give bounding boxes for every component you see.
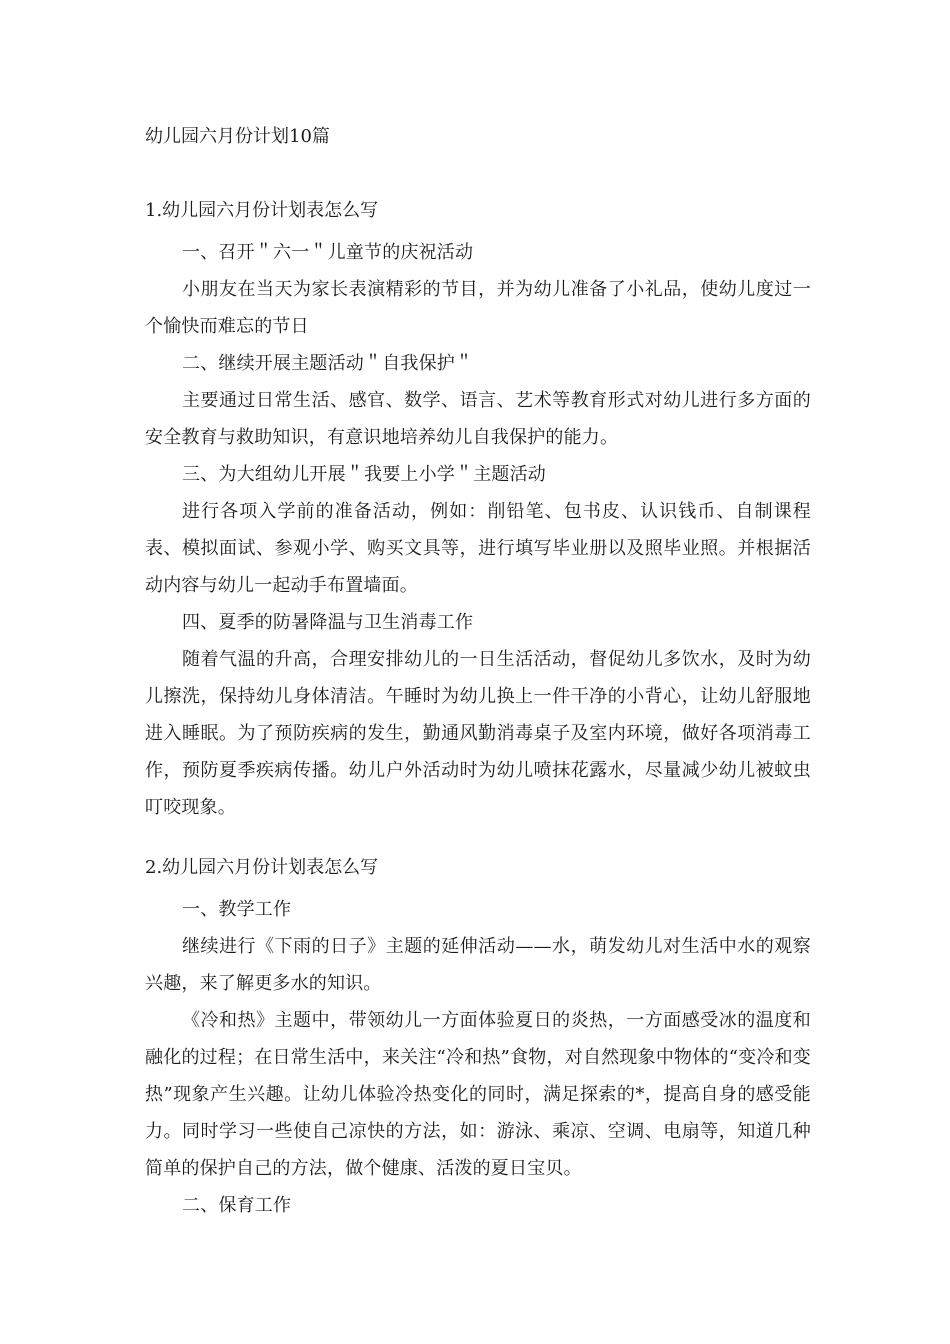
paragraph: 四、夏季的防暑降温与卫生消毒工作: [182, 612, 474, 633]
paragraph: 一、教学工作: [182, 899, 292, 920]
paragraph: 小朋友在当天为家长表演精彩的节目，并为幼儿准备了小礼品，使幼儿度过一个愉快而难忘的节日: [145, 279, 811, 337]
document-title: 幼儿园六月份计划10篇: [145, 126, 330, 147]
section-title: 2.幼儿园六月份计划表怎么写: [145, 857, 379, 878]
section-1: [145, 198, 811, 826]
paragraph: 进行各项入学前的准备活动，例如：削铅笔、包书皮、认识钱币、自制课程表、模拟面试、参观小学、购买文具等，进行填写毕业册以及照毕业照。并根据活动内容与幼儿一起动手布置墙面。: [145, 501, 811, 596]
paragraph: 随着气温的升高，合理安排幼儿的一日生活活动，督促幼儿多饮水，及时为幼儿擦洗，保持幼儿身体清洁。午睡时为幼儿换上一件干净的小背心，让幼儿舒服地进入睡眠。为了预防疾病的发生，勤通风勤消毒桌子及室内环境，做好各项消毒工作，预防夏季疾病传播。幼儿户外活动时为幼儿喷抹花露水，尽量减少幼儿被蚊虫叮咬现象。: [145, 649, 811, 818]
paragraph: 一、召开＂六一＂儿童节的庆祝活动: [182, 242, 474, 263]
paragraph: 二、继续开展主题活动＂自我保护＂: [182, 353, 474, 374]
paragraph: 三、为大组幼儿开展＂我要上小学＂主题活动: [182, 464, 546, 485]
paragraph: 二、保育工作: [182, 1195, 292, 1216]
section-title: 1.幼儿园六月份计划表怎么写: [145, 200, 379, 221]
paragraph: 主要通过日常生活、感官、数学、语言、艺术等教育形式对幼儿进行多方面的安全教育与救助知识，有意识地培养幼儿自我保护的能力。: [145, 390, 811, 448]
paragraph: 继续进行《下雨的日子》主题的延伸活动——水，萌发幼儿对生活中水的观察兴趣，来了解更多水的知识。: [145, 936, 811, 994]
section-2: [145, 855, 811, 1224]
paragraph: 《冷和热》主题中，带领幼儿一方面体验夏日的炎热，一方面感受冰的温度和融化的过程；在日常生活中，来关注“冷和热”食物，对自然现象中物体的“变冷和变热”现象产生兴趣。让幼儿体验冷热变化的同时，满足探索的*，提高自身的感受能力。同时学习一些使自己凉快的方法，如：游泳、乘凉、空调、电扇等，知道几种简单的保护自己的方法，做个健康、活泼的夏日宝贝。: [145, 1010, 811, 1179]
